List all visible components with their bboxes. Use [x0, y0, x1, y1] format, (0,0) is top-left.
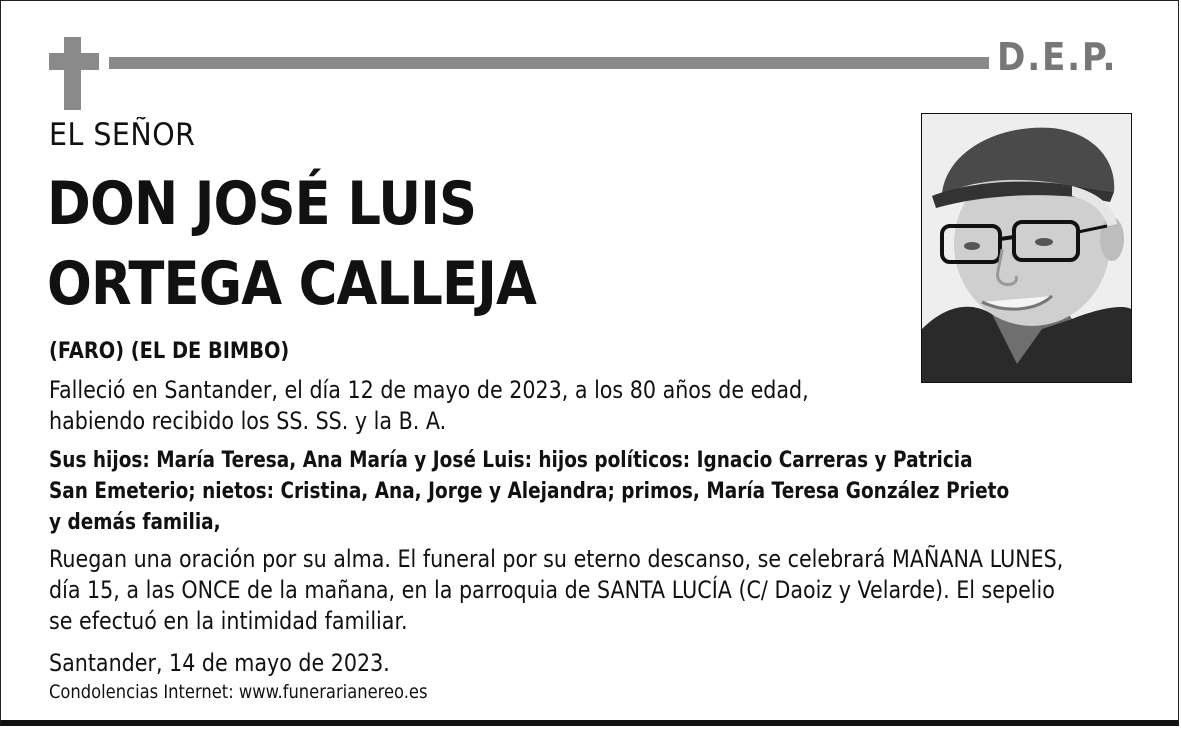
nickname: (FARO) (EL DE BIMBO) [49, 339, 290, 364]
deceased-name [47, 164, 536, 324]
family-list-line-3: y demás familia, [49, 510, 221, 535]
funeral-details-line-1: Ruegan una oración por su alma. El funeral por su eterno descanso, se celebrará MAÑANA LUNES, [49, 545, 1064, 573]
header-rule [109, 57, 989, 69]
place-and-date: Santander, 14 de mayo de 2023. [49, 649, 390, 677]
death-details-line-2: habiendo recibido los SS. SS. y la B. A. [49, 407, 447, 435]
family-list [49, 445, 1009, 538]
family-list-line-2: San Emeterio; nietos: Cristina, Ana, Jorge y Alejandra; primos, María Teresa González Prieto [49, 479, 1010, 504]
condolences-line: Condolencias Internet: www.funerarianereo.es [49, 681, 428, 703]
deceased-name-line-2: ORTEGA CALLEJA [47, 249, 537, 319]
portrait-photo [921, 113, 1132, 383]
funeral-details-line-3: se efectuó en la intimidad familiar. [49, 607, 408, 635]
title-prefix: EL SEÑOR [49, 117, 196, 153]
dep-mark: D.E.P. [997, 35, 1118, 79]
death-details [49, 375, 809, 437]
funeral-details [49, 544, 1063, 637]
funeral-details-line-2: día 15, a las ONCE de la mañana, en la parroquia de SANTA LUCÍA (C/ Daoiz y Velarde). El sepelio [49, 576, 1055, 604]
death-details-line-1: Falleció en Santander, el día 12 de mayo de 2023, a los 80 años de edad, [49, 376, 809, 404]
family-list-line-1: Sus hijos: María Teresa, Ana María y José Luis: hijos políticos: Ignacio Carreras y Patricia [49, 448, 973, 473]
deceased-name-line-1: DON JOSÉ LUIS [47, 169, 477, 239]
cross-icon-vertical [64, 37, 81, 110]
cross-icon-horizontal [49, 53, 99, 70]
